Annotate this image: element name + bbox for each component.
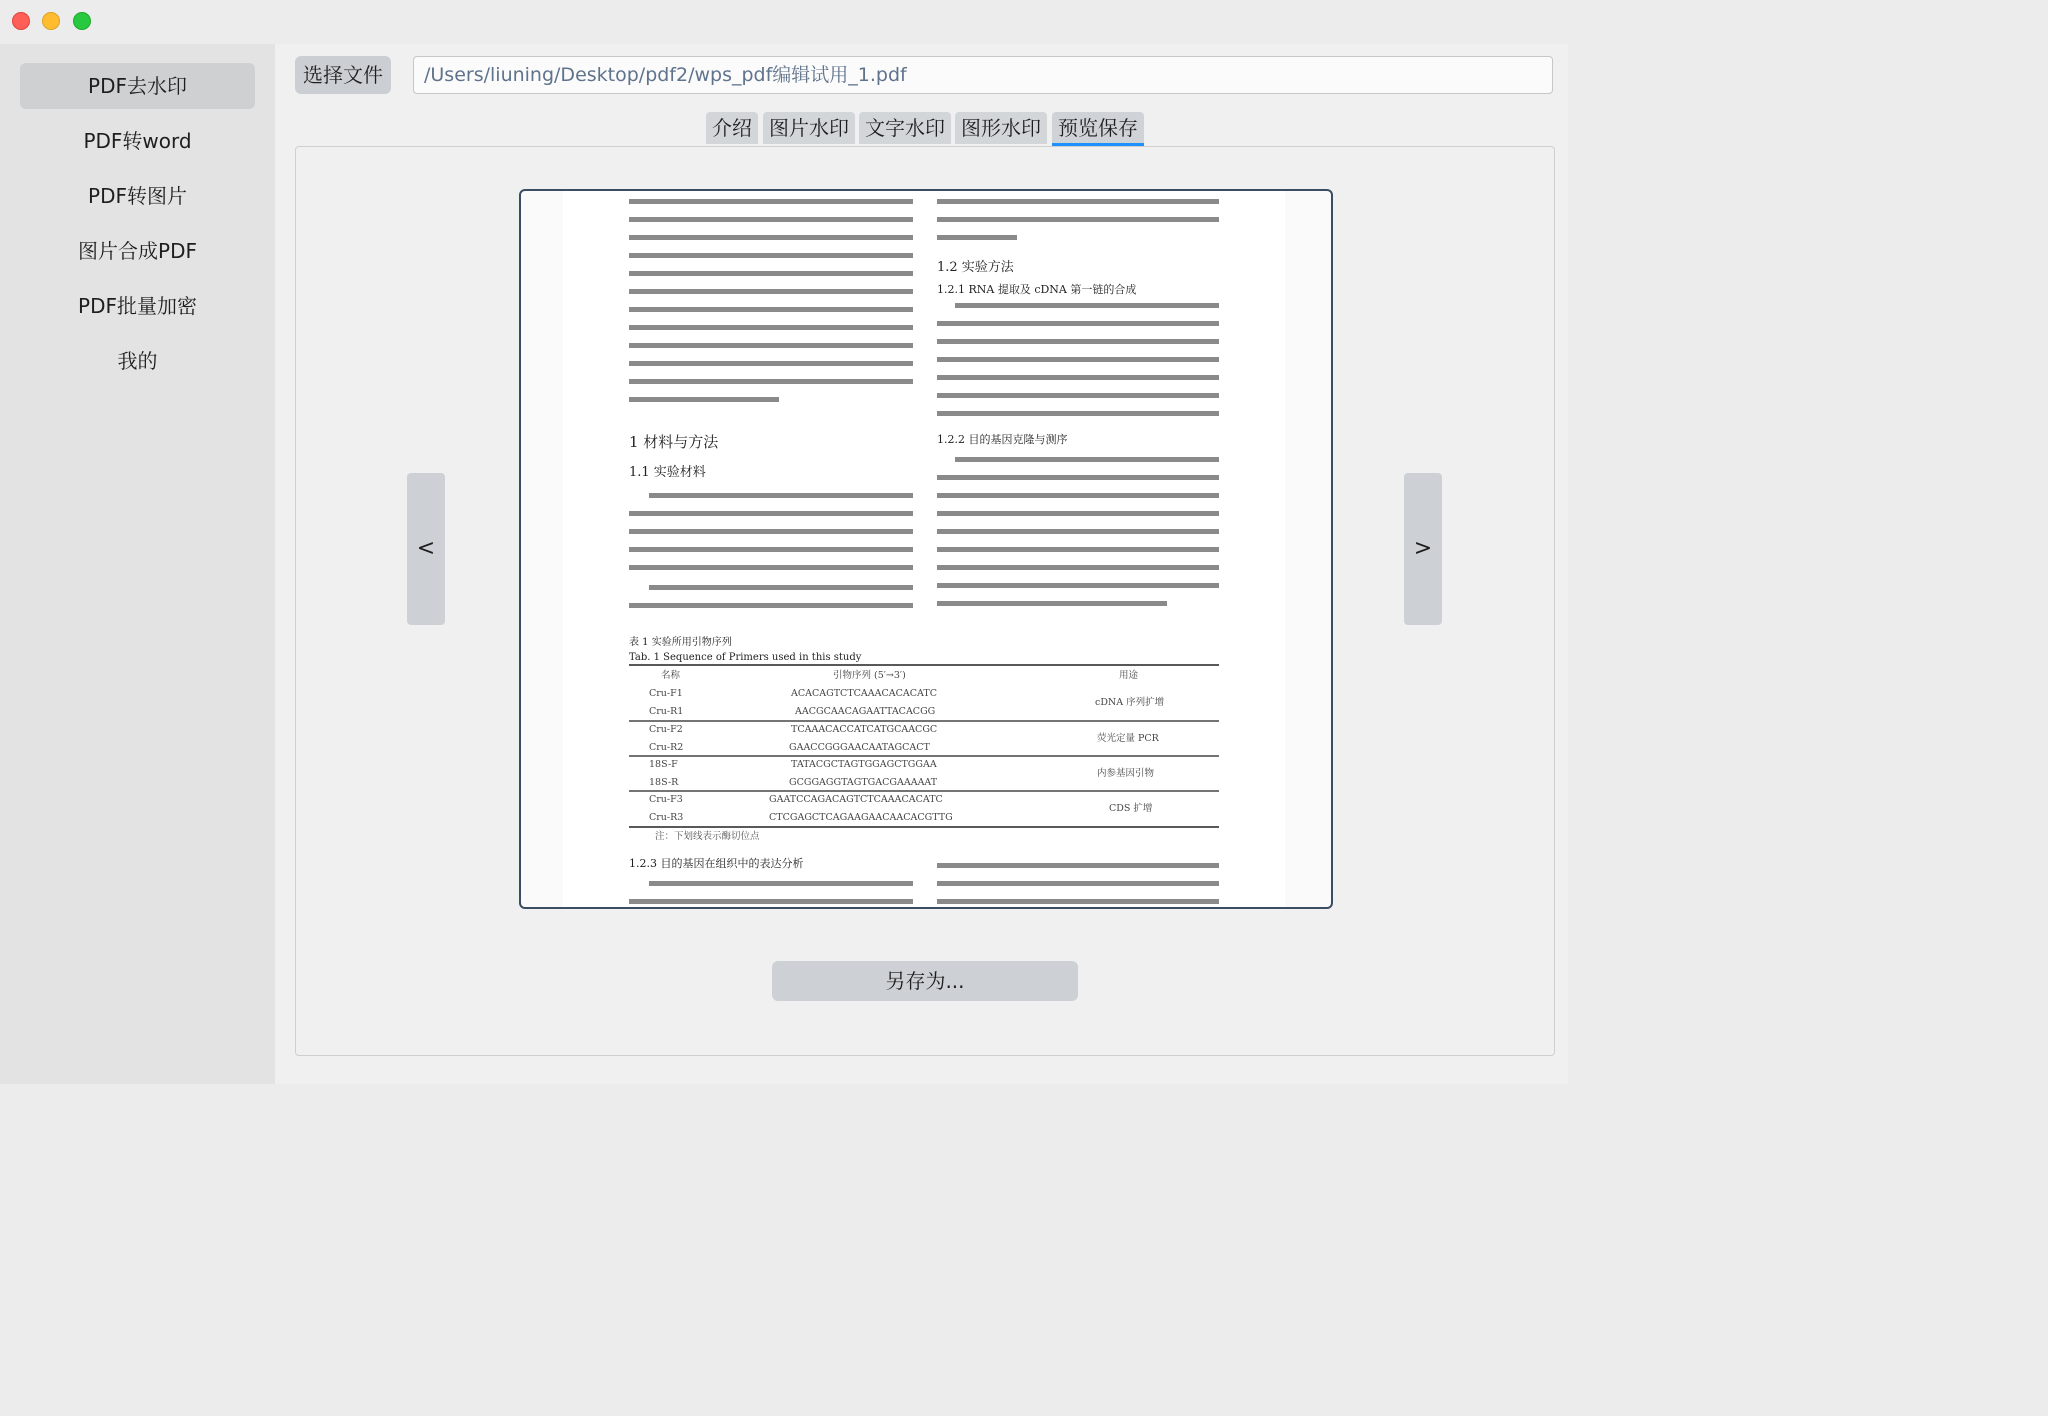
preview-panel	[295, 146, 1555, 1056]
table-cell: 荧光定量 PCR	[1097, 733, 1159, 744]
pdf-preview[interactable]	[519, 189, 1333, 909]
table-cell: GAACCGGGAACAATAGCACT	[789, 742, 930, 753]
table-cell: 内参基因引物	[1097, 768, 1155, 779]
table-note: 注：下划线表示酶切位点	[655, 831, 760, 842]
subsection-1-1: 1.1 实验材料	[629, 465, 706, 480]
sidebar-item-pdf-to-image[interactable]: PDF转图片	[88, 184, 187, 208]
tab-preview-save-label: 预览保存	[1058, 116, 1138, 140]
table-cell: Cru-F3	[649, 794, 683, 805]
sidebar	[0, 44, 275, 1084]
tab-intro[interactable]: 介绍	[706, 112, 758, 144]
table-cell: Cru-R1	[649, 706, 684, 717]
next-page-button[interactable]: >	[1404, 473, 1442, 625]
subsection-1-2-2: 1.2.2 目的基因克隆与测序	[937, 433, 1068, 446]
table-cell: TATACGCTAGTGGAGCTGGAA	[791, 759, 937, 770]
sidebar-item-pdf-to-word[interactable]: PDF转word	[83, 129, 192, 153]
tab-image-watermark[interactable]: 图片水印	[763, 112, 855, 144]
primer-table	[629, 669, 1219, 823]
table-cell: GAATCCAGACAGTCTCAAACACATC	[769, 794, 943, 805]
table-cell: Cru-F1	[649, 688, 683, 699]
minimize-window-button[interactable]	[42, 12, 60, 30]
table-caption-en: Tab. 1 Sequence of Primers used in this study	[629, 652, 862, 663]
section-heading: 1 材料与方法	[629, 433, 719, 451]
close-window-button[interactable]	[12, 12, 30, 30]
pdf-page	[563, 191, 1285, 907]
sidebar-item-mine[interactable]: 我的	[117, 349, 158, 373]
table-cell: CTCGAGCTCAGAAGAACAACACGTTG	[769, 812, 953, 823]
table-cell: Cru-F2	[649, 724, 683, 735]
pdf-page-content	[563, 191, 1285, 907]
table-cell: TCAAACACCATCATGCAACGC	[791, 724, 938, 735]
table-caption-cn: 表 1 实验所用引物序列	[629, 637, 732, 648]
tab-preview-save[interactable]	[1052, 112, 1144, 144]
tab-text-watermark[interactable]: 文字水印	[859, 112, 951, 144]
previous-page-button[interactable]: <	[407, 473, 445, 625]
table-cell: Cru-R2	[649, 742, 684, 753]
table-header: 用途	[1119, 670, 1139, 681]
save-as-button[interactable]: 另存为...	[772, 961, 1078, 1001]
table-cell: AACGCAACAGAATTACACGG	[795, 706, 936, 717]
maximize-window-button[interactable]	[73, 12, 91, 30]
table-cell: Cru-R3	[649, 812, 684, 823]
file-path-field[interactable]: /Users/liuning/Desktop/pdf2/wps_pdf编辑试用_1.pdf	[413, 56, 1553, 94]
main-area	[275, 44, 1568, 1084]
title-bar	[0, 0, 1568, 44]
table-header: 引物序列 (5′→3′)	[833, 670, 906, 681]
table-cell: CDS 扩增	[1109, 803, 1153, 814]
left-column-text	[629, 199, 913, 608]
sidebar-item-pdf-remove-watermark[interactable]: PDF去水印	[20, 63, 255, 109]
table-cell: cDNA 序列扩增	[1095, 697, 1165, 708]
tab-shape-watermark[interactable]: 图形水印	[955, 112, 1047, 144]
subsection-1-2-1: 1.2.1 RNA 提取及 cDNA 第一链的合成	[937, 283, 1137, 296]
table-cell: 18S-R	[649, 777, 679, 788]
table-header: 名称	[661, 670, 681, 681]
sidebar-item-images-to-pdf[interactable]: 图片合成PDF	[78, 239, 197, 263]
sidebar-item-pdf-batch-encrypt[interactable]: PDF批量加密	[78, 294, 197, 318]
table-cell: 18S-F	[649, 759, 678, 770]
table-cell: GCGGAGGTAGTGACGAAAAAT	[789, 777, 938, 788]
subsection-1-2: 1.2 实验方法	[937, 260, 1014, 275]
subsection-1-2-3: 1.2.3 目的基因在组织中的表达分析	[629, 857, 804, 870]
choose-file-button[interactable]: 选择文件	[295, 56, 391, 94]
table-cell: ACACAGTCTCAAACACACATC	[791, 688, 937, 699]
